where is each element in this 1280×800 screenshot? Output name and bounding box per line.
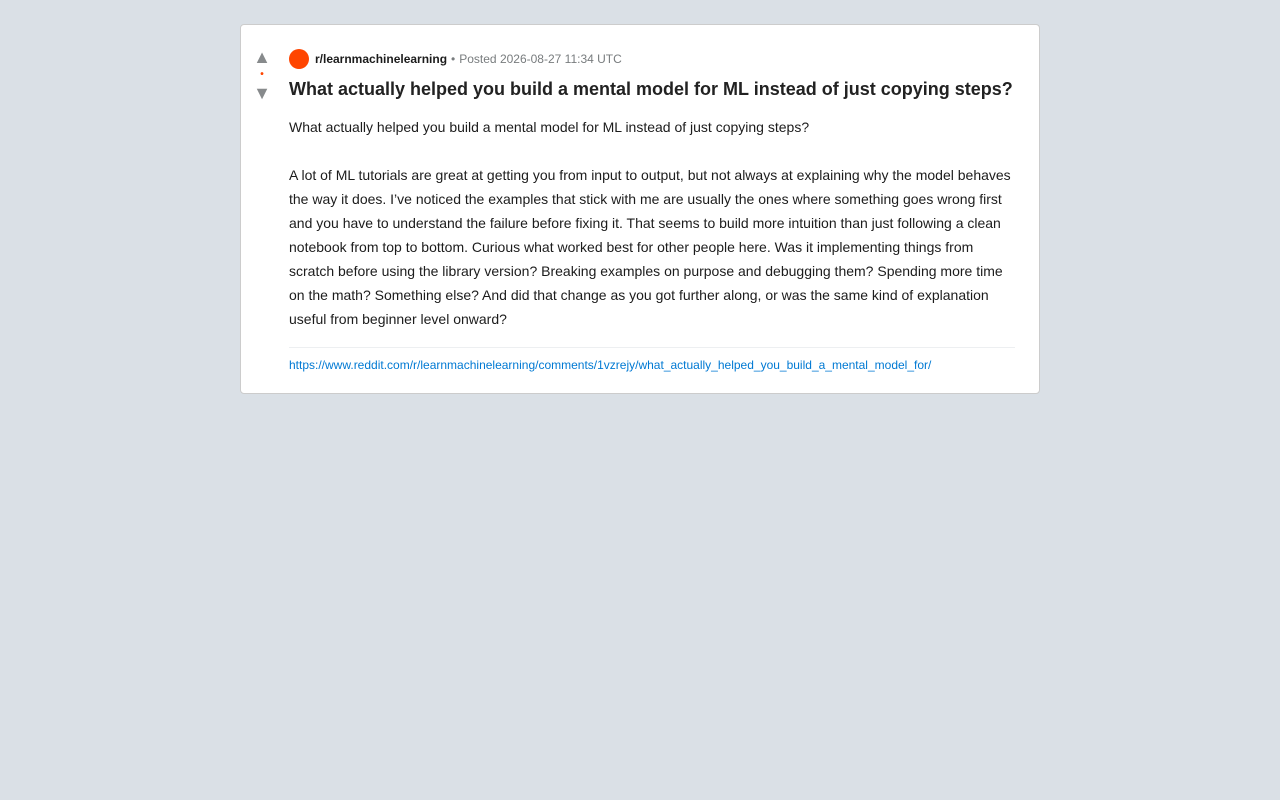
- post-meta: [289, 49, 1015, 69]
- meta-separator: •: [451, 52, 456, 66]
- post-permalink[interactable]: https://www.reddit.com/r/learnmachinelearning/comments/1vzrejy/what_actually_helped_you_build_a_mental_model_for/: [289, 358, 932, 372]
- post-content: [289, 49, 1015, 373]
- subreddit-name[interactable]: r/learnmachinelearning: [315, 52, 448, 66]
- post-timestamp: Posted 2026-08-27 11:34 UTC: [459, 52, 622, 66]
- divider: [289, 347, 1015, 348]
- vote-score: •: [260, 69, 264, 80]
- downvote-icon[interactable]: ▼: [253, 83, 271, 103]
- subreddit-avatar-icon[interactable]: [289, 49, 309, 69]
- post-body-text: A lot of ML tutorials are great at getting you from input to output, but not always at explaining why the model behaves the way it does. I’ve noticed the examples that stick with me are usually the ones where something goes wrong first and you have to understand the failure before fixing it. That seems to build more intuition than just following a clean notebook from top to bottom. Curious what worked best for other people here. Was it implementing things from scratch before using the library version? Breaking examples on purpose and debugging them? Spending more time on the math? Something else? And did that change as you got further along, or was the same kind of explanation useful from beginner level onward?: [289, 167, 1011, 327]
- upvote-icon[interactable]: ▲: [253, 47, 271, 67]
- post-body: [289, 115, 1015, 331]
- post-body-intro: What actually helped you build a mental model for ML instead of just copying steps?: [289, 119, 810, 135]
- post-card: [240, 24, 1040, 394]
- post-title[interactable]: What actually helped you build a mental model for ML instead of just copying steps?: [289, 79, 1013, 99]
- vote-column: [241, 47, 283, 103]
